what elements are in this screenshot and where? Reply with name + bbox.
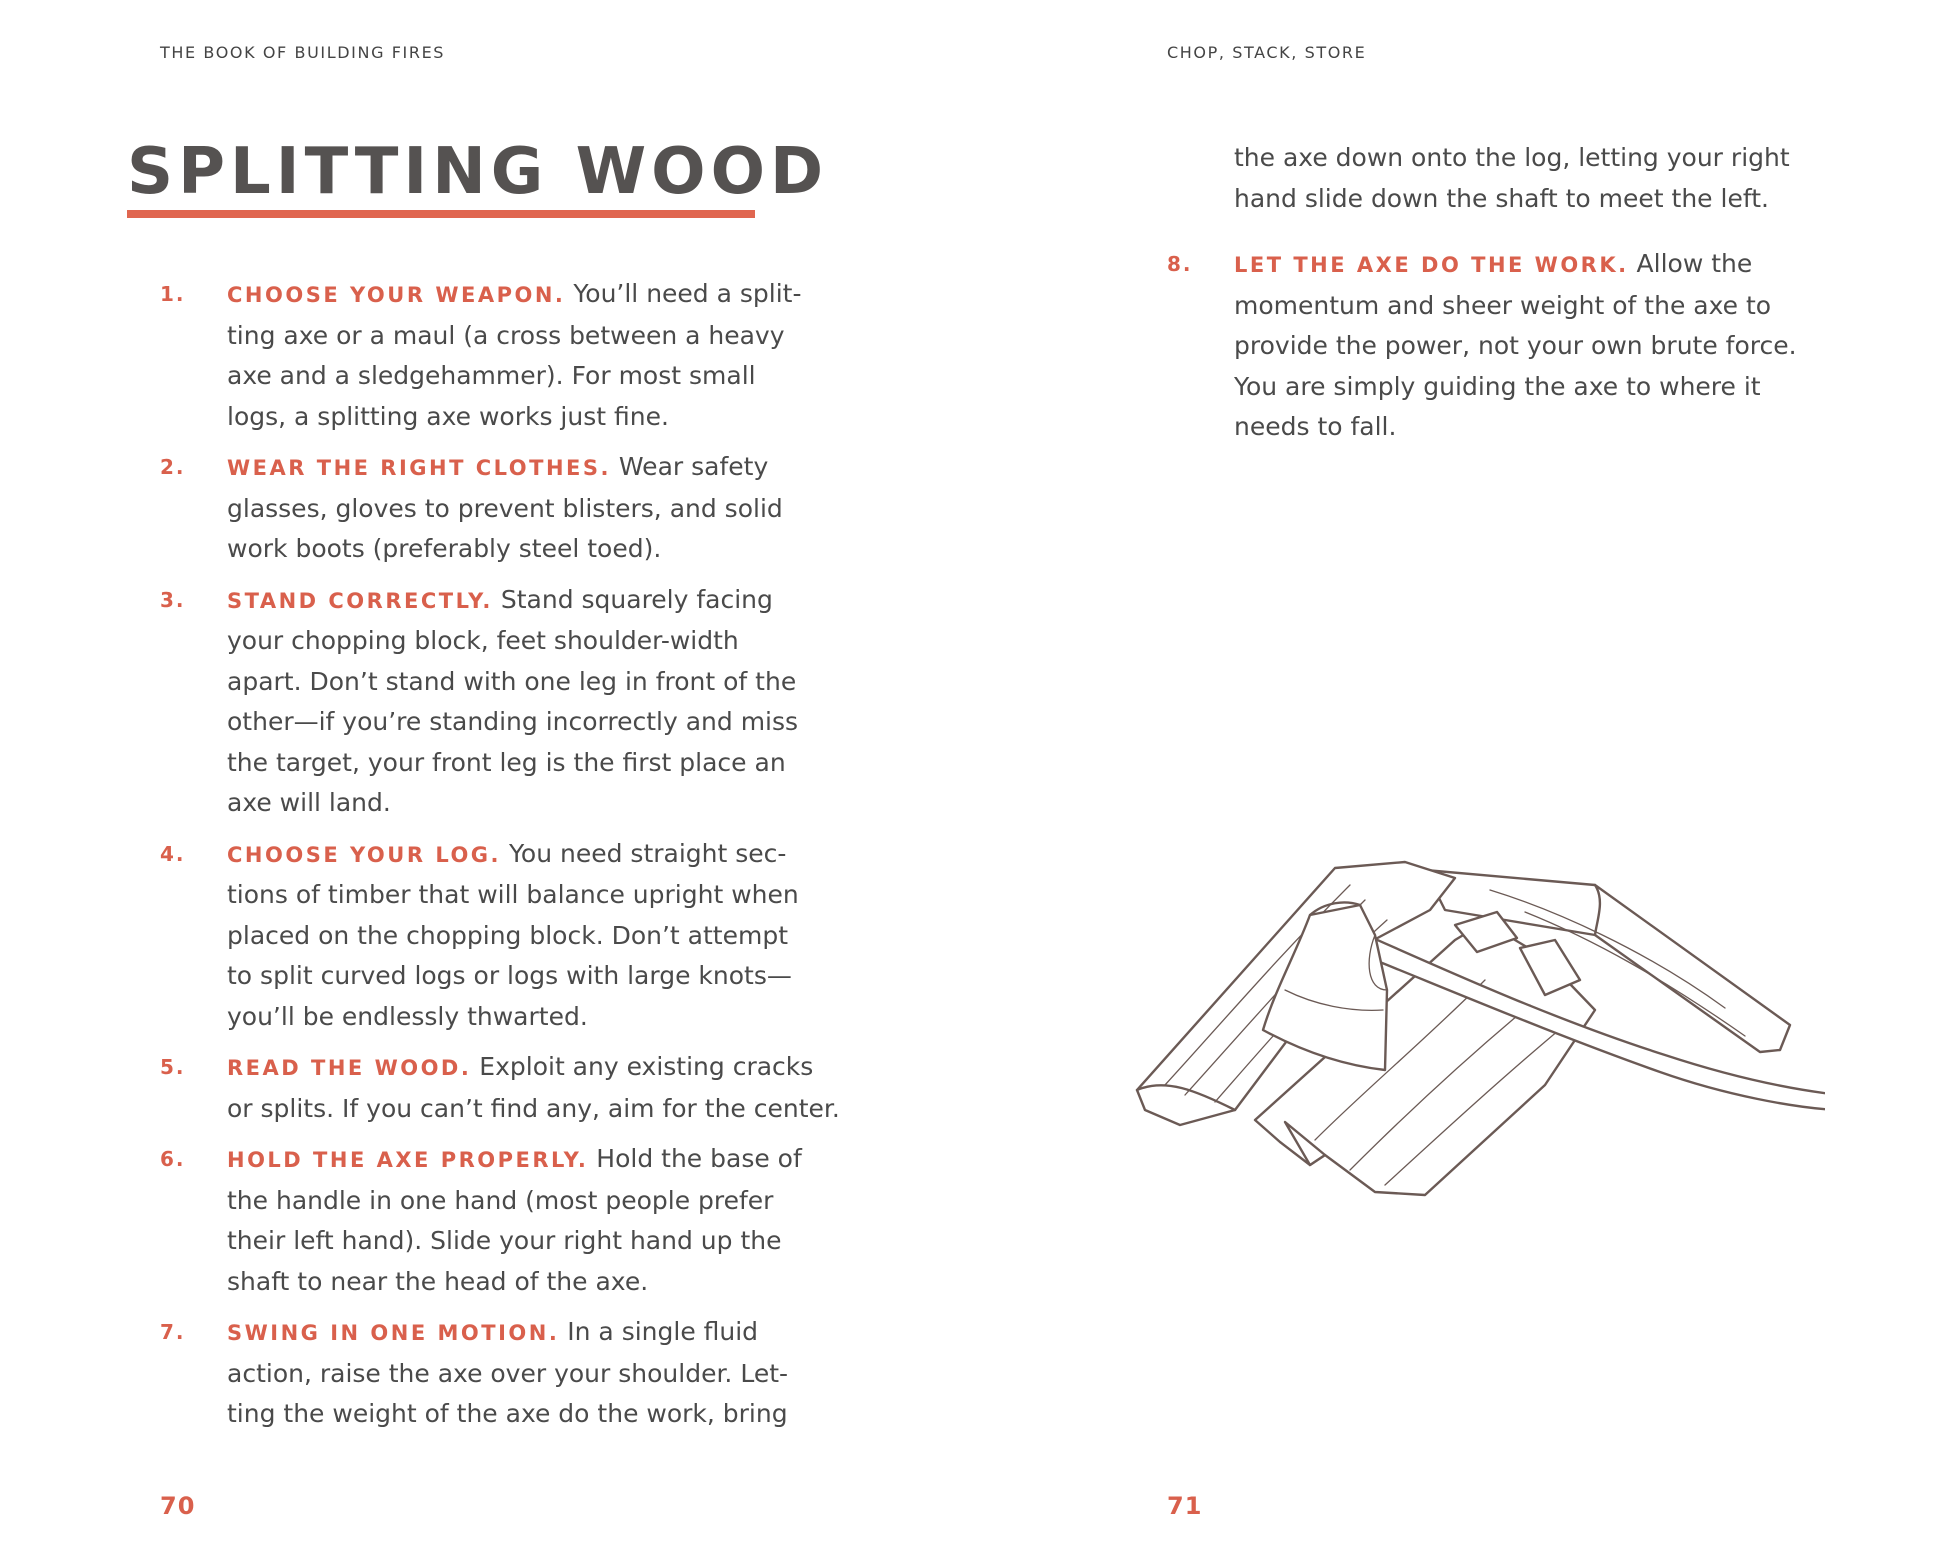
running-head-right: CHOP, STACK, STORE bbox=[1167, 43, 1367, 62]
step-text-line: ting the weight of the axe do the work, bring bbox=[227, 1399, 788, 1428]
step-item bbox=[160, 834, 840, 1038]
step-text-line: Allow the bbox=[1628, 249, 1753, 278]
step-text-line: or splits. If you can’t find any, aim for the center. bbox=[227, 1093, 840, 1123]
step-text-line: your chopping block, feet shoulder-width bbox=[227, 626, 739, 655]
step-text-line: Exploit any existing cracks bbox=[471, 1052, 814, 1081]
step-text-line: momentum and sheer weight of the axe to bbox=[1234, 290, 1772, 320]
continuation-line: the axe down onto the log, letting your right bbox=[1234, 143, 1790, 172]
step-heading: CHOOSE YOUR WEAPON. bbox=[227, 283, 566, 307]
steps-list-left bbox=[160, 274, 840, 1445]
page-title: SPLITTING WOOD bbox=[127, 135, 829, 209]
step-text-line: tions of timber that will balance upright when bbox=[227, 880, 799, 909]
step-text-line: their left hand). Slide your right hand up the bbox=[227, 1226, 782, 1255]
step-text-line: you’ll be endlessly thwarted. bbox=[227, 1001, 588, 1031]
step-heading: CHOOSE YOUR LOG. bbox=[227, 842, 502, 867]
step-text-line: You’ll need a split- bbox=[565, 279, 802, 308]
continuation-line: hand slide down the shaft to meet the left. bbox=[1234, 183, 1769, 213]
page-number-right: 71 bbox=[1167, 1492, 1203, 1520]
step-text-line: action, raise the axe over your shoulder. Let- bbox=[227, 1358, 789, 1388]
step-item bbox=[160, 1312, 840, 1435]
step-text-line: axe and a sledgehammer). For most small bbox=[227, 361, 756, 390]
step-text-line: placed on the chopping block. Don’t attempt bbox=[227, 920, 789, 950]
step-text-line: logs, a splitting axe works just fine. bbox=[227, 401, 669, 431]
step-number: 8. bbox=[1167, 252, 1193, 276]
step-text-line: apart. Don’t stand with one leg in front of the bbox=[227, 666, 797, 696]
step-text-line: to split curved logs or logs with large knots— bbox=[227, 961, 792, 990]
step-item bbox=[160, 1139, 840, 1302]
step-item bbox=[160, 1047, 840, 1129]
step-heading: STAND CORRECTLY. bbox=[227, 588, 493, 613]
step-number: 4. bbox=[160, 841, 186, 866]
axe-on-split-logs-illustration bbox=[1125, 840, 1825, 1220]
step-text-line: the handle in one hand (most people prefer bbox=[227, 1185, 774, 1215]
step-item bbox=[160, 274, 840, 437]
step-heading: LET THE AXE DO THE WORK. bbox=[1234, 253, 1629, 277]
title-underline bbox=[127, 210, 755, 218]
step-number: 5. bbox=[160, 1055, 186, 1079]
step-number: 6. bbox=[160, 1147, 186, 1171]
step-item bbox=[160, 580, 840, 824]
step-text-line: ting axe or a maul (a cross between a heavy bbox=[227, 320, 785, 350]
step-heading: WEAR THE RIGHT CLOTHES. bbox=[227, 456, 611, 480]
step-text-line: Wear safety bbox=[610, 452, 769, 481]
step-text-line: provide the power, not your own brute force. bbox=[1234, 331, 1797, 360]
step-7-continuation bbox=[1234, 138, 1834, 219]
step-heading: HOLD THE AXE PROPERLY. bbox=[227, 1148, 589, 1172]
step-text-line: glasses, gloves to prevent blisters, and solid bbox=[227, 493, 783, 523]
step-text-line: shaft to near the head of the axe. bbox=[227, 1266, 649, 1296]
step-text-line: You need straight sec- bbox=[501, 838, 787, 868]
step-text-line: Stand squarely facing bbox=[492, 584, 773, 614]
right-page bbox=[977, 0, 1954, 1543]
step-heading: SWING IN ONE MOTION. bbox=[227, 1321, 560, 1345]
step-text-line: the target, your front leg is the first place an bbox=[227, 747, 786, 777]
page-number-left: 70 bbox=[160, 1492, 196, 1520]
step-text-line: other—if you’re standing incorrectly and miss bbox=[227, 707, 799, 736]
step-text-line: axe will land. bbox=[227, 788, 391, 817]
running-head-left: THE BOOK OF BUILDING FIRES bbox=[160, 43, 446, 62]
step-text-line: In a single fluid bbox=[559, 1317, 759, 1346]
title-block bbox=[127, 135, 829, 218]
step-item bbox=[160, 447, 840, 570]
step-number: 2. bbox=[160, 455, 186, 479]
step-heading: READ THE WOOD. bbox=[227, 1056, 472, 1080]
step-text-line: work boots (preferably steel toed). bbox=[227, 534, 662, 563]
step-text-line: needs to fall. bbox=[1234, 412, 1397, 441]
step-text-line: You are simply guiding the axe to where it bbox=[1234, 371, 1761, 401]
step-text-line: Hold the base of bbox=[588, 1144, 802, 1173]
step-number: 7. bbox=[160, 1320, 186, 1344]
steps-list-right bbox=[1167, 244, 1847, 458]
step-item bbox=[1167, 244, 1847, 448]
step-number: 1. bbox=[160, 282, 186, 306]
step-number: 3. bbox=[160, 587, 186, 612]
